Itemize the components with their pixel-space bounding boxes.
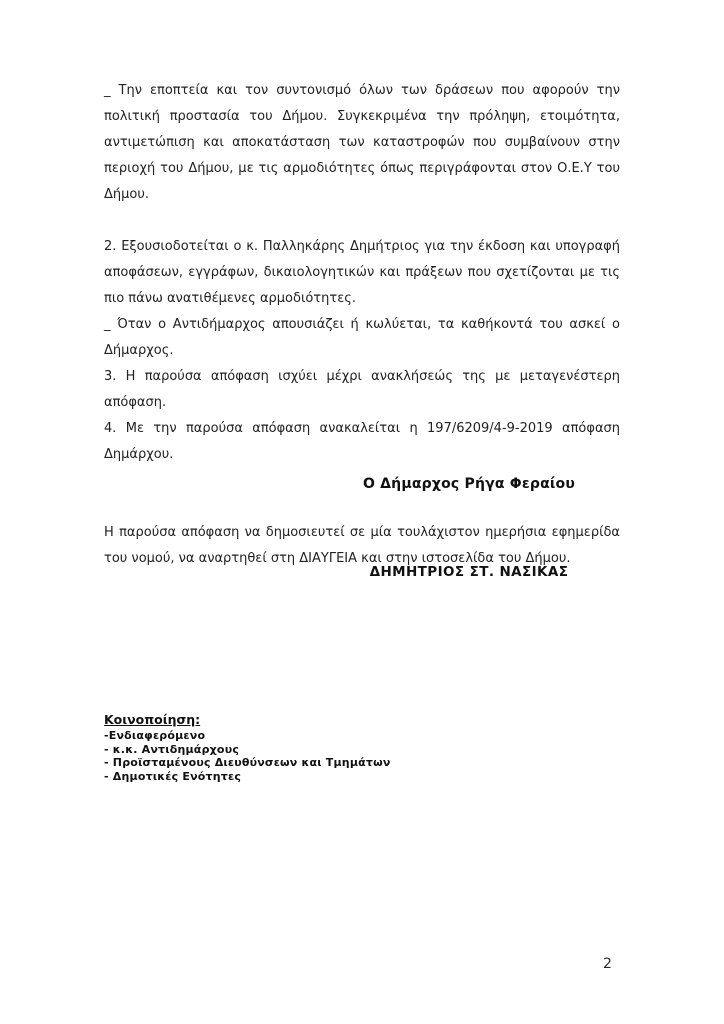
decision-paragraph-absence: _ Όταν ο Αντιδήμαρχος απουσιάζει ή κωλύεται, τα καθήκοντά του ασκεί ο Δήμαρχος.: [104, 317, 620, 358]
distribution-list: [104, 712, 391, 783]
distribution-item-deputy-mayors: - κ.κ. Αντιδημάρχους: [104, 742, 240, 756]
distribution-item-municipal-units: - Δημοτικές Ενότητες: [104, 769, 242, 783]
decision-paragraph-revocation: 4. Με την παρούσα απόφαση ανακαλείται η 197/6209/4-9-2019 απόφαση Δημάρχου.: [104, 421, 620, 462]
decision-paragraph-oversight: _ Την εποπτεία και τον συντονισμό όλων των δράσεων που αφορούν την πολιτική προστασία του Δήμου. Συγκεκριμένα την πρόληψη, ετοιμότητα, αντιμετώπιση και αποκατάσταση των καταστροφών που συμβαίνουν στην περιοχή του Δήμου, με τις αρμοδιότητες όπως περιγράφονται στον Ο.Ε.Υ του Δήμου.: [104, 83, 620, 202]
signature-title: Ο Δήμαρχος Ρήγα Φεραίου: [362, 476, 576, 492]
decision-paragraph-publication: Η παρούσα απόφαση να δημοσιευτεί σε μία τουλάχιστον ημερήσια εφημερίδα του νομού, να αναρτηθεί στη ΔΙΑΥΓΕΙΑ και στην ιστοσελίδα του Δήμου.: [104, 525, 620, 566]
decision-paragraph-authorization: 2. Εξουσιοδοτείται ο κ. Παλληκάρης Δημήτριος για την έκδοση και υπογραφή αποφάσεων, εγγράφων, δικαιολογητικών και πράξεων που σχετίζονται με τις πιο πάνω ανατιθέμενες αρμοδιότητες.: [104, 239, 620, 306]
signature-name: ΔΗΜΗΤΡΙΟΣ ΣΤ. ΝΑΣΙΚΑΣ: [369, 564, 569, 580]
page-number: 2: [603, 956, 612, 972]
decision-paragraph-validity: 3. Η παρούσα απόφαση ισχύει μέχρι ανακλήσεώς της με μεταγενέστερη απόφαση.: [104, 369, 620, 410]
signature-block: [319, 474, 619, 582]
distribution-item-interested-party: -Ενδιαφερόμενο: [104, 729, 206, 742]
distribution-item-directorate-heads: - Προϊσταμένους Διευθύνσεων και Τμημάτων: [104, 756, 391, 769]
distribution-heading: Κοινοποίηση:: [104, 712, 201, 727]
